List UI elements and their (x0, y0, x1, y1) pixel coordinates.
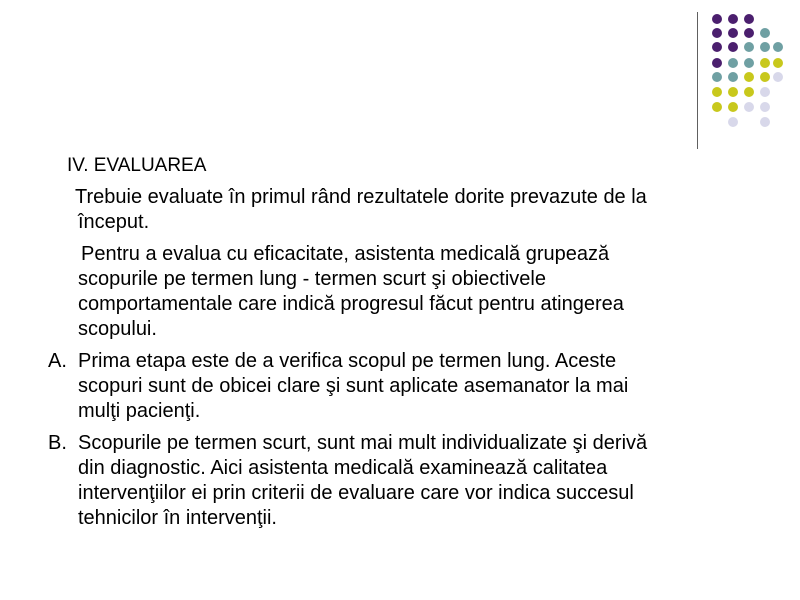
item-b-line-4: tehnicilor în intervenţii. (78, 507, 277, 529)
item-a-line-3: mulţi pacienţi. (78, 400, 201, 422)
item-b-line-3: intervenţiilor ei prin criterii de evaluare care vor indica succesul (78, 482, 634, 504)
paragraph-2-line-1: Pentru a evalua cu eficacitate, asistenta medicală grupează (81, 243, 610, 265)
paragraph-1-line-2: început. (78, 211, 150, 233)
paragraph-2-line-3: comportamentale care indică progresul făcut pentru atingerea (78, 293, 624, 315)
item-a-line-2: scopuri sunt de obicei clare şi sunt aplicate asemanator la mai (78, 375, 629, 397)
item-a-marker: A. (48, 350, 67, 372)
item-b-marker: B. (48, 432, 67, 454)
paragraph-1-line-1: Trebuie evaluate în primul rând rezultatele dorite prevazute de la (75, 186, 647, 208)
item-b-line-1: Scopurile pe termen scurt, sunt mai mult individualizate şi derivă (78, 432, 648, 454)
slide-heading: IV. EVALUAREA (67, 155, 207, 176)
paragraph-2-line-2: scopurile pe termen lung - termen scurt şi obiectivele (78, 268, 546, 290)
item-b-line-2: din diagnostic. Aici asistenta medicală examinează calitatea (78, 457, 608, 479)
item-a-line-1: Prima etapa este de a verifica scopul pe termen lung. Aceste (78, 350, 617, 372)
paragraph-2-line-4: scopului. (78, 318, 157, 340)
